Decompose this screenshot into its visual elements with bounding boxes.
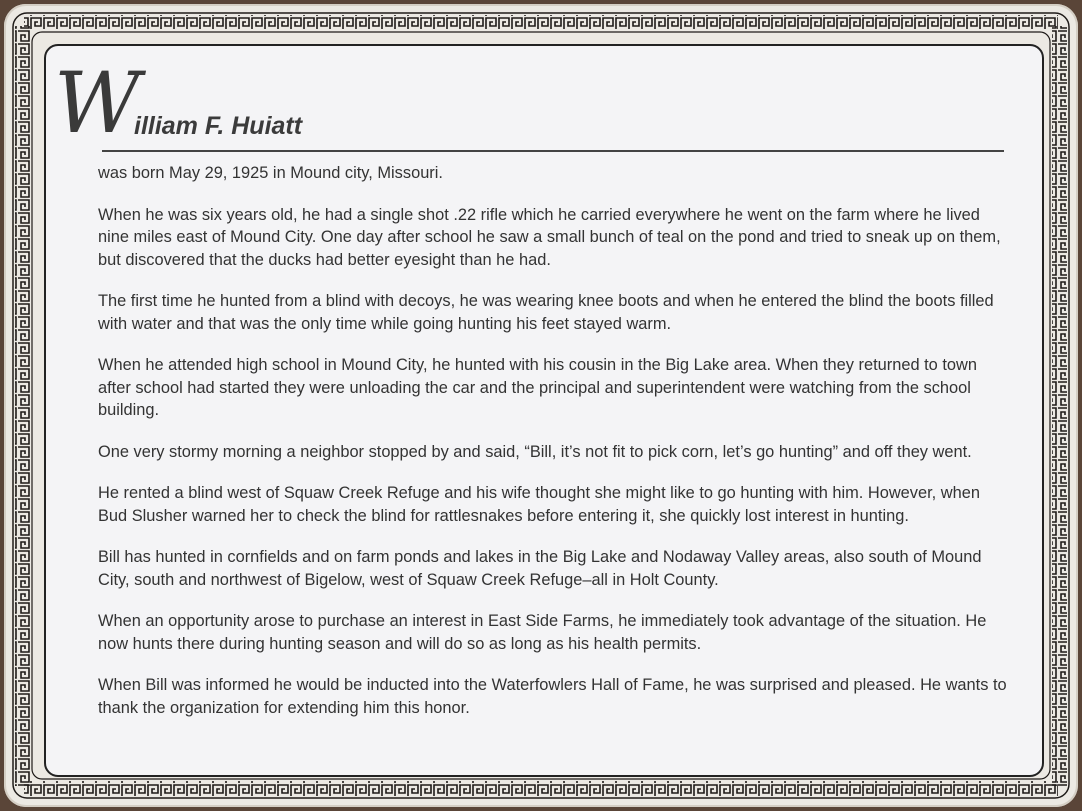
title-underline [102, 150, 1004, 152]
biography-panel [44, 44, 1044, 777]
plaque-frame [4, 4, 1078, 807]
paragraph-east-side-farms: When an opportunity arose to purchase an interest in East Side Farms, he immediately took advantage of the situation. He now hunts there during hunting season and will do so as long as his health permits. [98, 612, 987, 653]
title-name: illiam F. Huiatt [134, 112, 303, 140]
title-block [52, 54, 1012, 152]
title-initial: W [54, 54, 139, 152]
paragraph-first-blind: The first time he hunted from a blind with decoys, he was wearing knee boots and when he entered the blind the boots filled with water and that was the only time while going hunting his feet stayed warm. [98, 292, 994, 333]
paragraph-rented-blind: He rented a blind west of Squaw Creek Refuge and his wife thought she might like to go hunting with him. However, when Bud Slusher warned her to check the blind for rattlesnakes before entering it, she quickly lost interest in hunting. [98, 484, 980, 525]
paragraph-high-school: When he attended high school in Mound City, he hunted with his cousin in the Big Lake area. When they returned to town after school had started they were unloading the car and the principal and superintendent were watching from the school building. [98, 356, 977, 419]
paragraph-stormy-morning: One very stormy morning a neighbor stopped by and said, “Bill, it’s not fit to pick corn, let’s go hunting” and off they went. [98, 442, 972, 461]
biography-text [98, 162, 1008, 738]
paragraph-hall-of-fame: When Bill was informed he would be inducted into the Waterfowlers Hall of Fame, he was surprised and pleased. He wants to thank the organization for extending him this honor. [98, 676, 1007, 717]
paragraph-childhood: When he was six years old, he had a single shot .22 rifle which he carried everywhere he went on the farm where he lived nine miles east of Mound City. One day after school he saw a small bunch of teal on the pond and tried to sneak up on them, but discovered that the ducks had better eyesight than he had. [98, 205, 1001, 269]
paragraph-hunting-areas: Bill has hunted in cornfields and on farm ponds and lakes in the Big Lake and Nodaway Valley areas, also south of Mound City, south and northwest of Bigelow, west of Squaw Creek Refuge–all in Holt County. [98, 548, 982, 589]
paragraph-birth: was born May 29, 1925 in Mound city, Missouri. [98, 164, 443, 182]
